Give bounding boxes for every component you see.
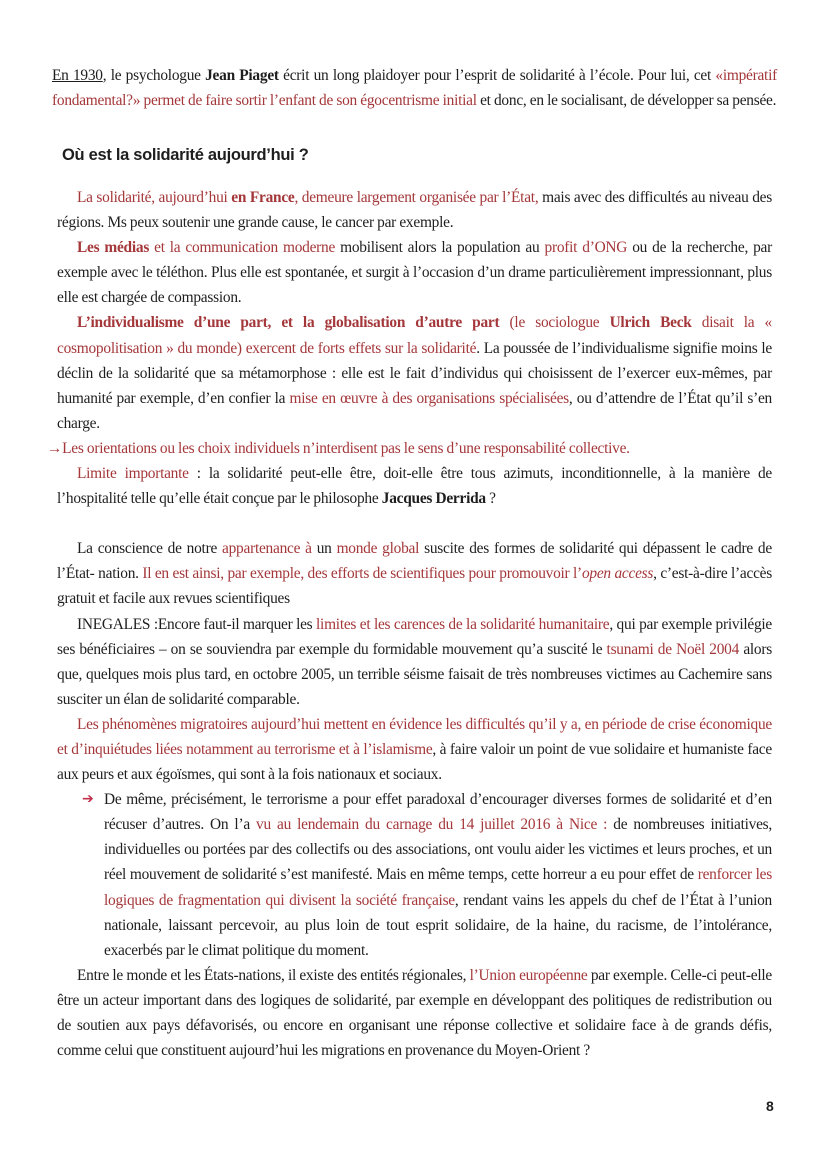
intro-paragraph <box>52 63 777 113</box>
text-run: par exemple. Celle-ci peut-elle être un acteur important dans des logiques de solidarité, par exemple en développant des politiques de redistribution ou de soutien aux pays défavorisés, ou encore en organisant une réponse collective et solidaire face à de grands défis, comme celui que constituent aujourd’hui les migrations en provenance du Moyen-Orient ? <box>57 966 772 1060</box>
text-run: . La poussée de l’individualisme signifie moins le déclin de la solidarité que sa métamorphose : elle est le fait d’individus qui choisissent de l’exercer eux-mêmes, par humanité par exemple, d’en confier la <box>57 339 772 407</box>
spacer <box>57 511 772 536</box>
highlighted-text: Les orientations ou les choix individuels n’interdisent pas le sens d’une responsabilité collective. <box>62 439 630 457</box>
highlighted-text: profit d’ONG <box>544 239 628 257</box>
highlighted-text: en France <box>231 189 295 206</box>
text-run: ou de la recherche, par exemple avec le téléthon. Plus elle est spontanée, et surgit à l’occasion d’un drame particulièrement impressionnant, plus elle est chargée de compassion. <box>57 239 772 307</box>
highlighted-text: , demeure largement organisée par l’État, <box>294 189 539 206</box>
arrow-right-icon: ➔ <box>82 791 94 808</box>
highlighted-text: (le sociologue <box>499 314 610 332</box>
highlighted-text: Limite importante <box>77 465 189 483</box>
text-run: , rendant vains les appels du chef de l’État à l’union nationale, laissant percevoir, au plus loin de tout esprit solidaire, de la haine, du racisme, de l’intolérance, exacerbés par le climat politique du moment. <box>104 891 772 959</box>
bullet-paragraph <box>57 787 772 963</box>
highlighted-text: La solidarité, aujourd’hui <box>77 189 232 206</box>
highlighted-text: Les médias <box>77 239 150 257</box>
text-run: En 1930 <box>52 67 103 85</box>
text-run: De même, précisément, le terrorisme a pour effet paradoxal d’encourager diverses formes de solidarité et d’en récuser d’autres. On l’a <box>104 791 772 834</box>
highlighted-text: → <box>47 439 63 457</box>
paragraph <box>57 536 772 611</box>
paragraph <box>57 235 772 310</box>
text-run: un <box>311 540 337 558</box>
text-run: et donc, en le socialisant, de développer sa pensée. <box>476 92 777 110</box>
highlighted-text: et la communication moderne <box>149 239 336 257</box>
text-run: , à faire valoir un point de vue solidaire et humaniste face aux peurs et aux égoïsmes, qui sont à la fois nationaux et sociaux. <box>57 740 772 784</box>
highlighted-text: vu au lendemain du carnage du 14 juillet 2016 à Nice : <box>256 816 608 834</box>
text-run: , le psychologue <box>102 67 206 85</box>
section-heading: Où est la solidarité aujourd’hui ? <box>62 146 309 164</box>
text-run: , ou d’attendre de l’État qu’il s’en charge. <box>57 389 772 432</box>
paragraph <box>57 461 772 511</box>
text-run: suscite des formes de solidarité qui dépassent le cadre de l’État- nation. <box>57 540 772 583</box>
text-run: mais avec des difficultés au niveau des régions. Ms peux soutenir une grande cause, le cancer par exemple. <box>57 189 772 232</box>
highlighted-text: l’Union européenne <box>469 966 588 984</box>
paragraph <box>57 185 772 235</box>
section-body <box>47 185 773 1063</box>
highlighted-text: Les phénomènes migratoires aujourd’hui mettent en évidence les difficultés qu’il y a, en période de crise économique et d’inquiétudes liées notamment au terrorisme et à l’islamisme <box>57 715 772 758</box>
text-run: de nombreuses initiatives, individuelles ou portées par des collectifs ou des associations, ont voulu aider les victimes et leurs proches, et un réel mouvement de solidarité s’est manifesté. Mais en même temps, cette horreur a eu pour effet de <box>104 816 773 884</box>
highlighted-text: mise en œuvre à des organisations spécialisées <box>289 389 569 407</box>
paragraph <box>57 310 772 435</box>
highlighted-text: appartenance à <box>222 540 312 558</box>
text-run: ? <box>485 490 496 508</box>
paragraph <box>57 963 772 1063</box>
text-run: : la solidarité peut-elle être, doit-elle être tous azimuts, inconditionnelle, à la manière de l’hospitalité telle qu’elle était conçue par le philosophe <box>57 465 772 508</box>
paragraph <box>47 436 772 461</box>
highlighted-text: Il en est ainsi, par exemple, des efforts de scientifiques pour promouvoir l’ <box>142 565 582 583</box>
highlighted-text: disait la « cosmopolitisation » du monde) exercent de forts effets sur la solidarité <box>57 314 773 357</box>
highlighted-text: limites et les carences de la solidarité humanitaire <box>316 615 610 633</box>
highlighted-text: monde global <box>336 540 420 558</box>
paragraph <box>57 612 772 712</box>
highlighted-text: renforcer les logiques de fragmentation qui divisent la société française <box>104 866 773 909</box>
text-run: alors que, quelques mois plus tard, en octobre 2005, un terrible séisme faisait de très nombreuses victimes au Cachemire sans susciter un élan de solidarité comparable. <box>57 640 772 708</box>
text-run: mobilisent alors la population au <box>335 239 545 257</box>
text-run: La conscience de notre <box>77 540 223 558</box>
text-run: INEGALES :Encore faut-il marquer les <box>77 615 317 633</box>
highlighted-text: «impératif fondamental?» permet de faire sortir l’enfant de son égocentrisme initial <box>52 67 777 110</box>
text-run: Entre le monde et les États-nations, il existe des entités régionales, <box>77 966 470 984</box>
bold-text: Jean Piaget <box>205 67 279 85</box>
text-run: , qui par exemple privilégie ses bénéficiaires – on se souviendra par exemple du formidable mouvement qu’a suscité le <box>57 615 773 658</box>
text-run: , c’est-à-dire l’accès gratuit et facile aux revues scientifiques <box>57 565 772 608</box>
bold-text: Jacques Derrida <box>381 490 486 508</box>
highlighted-text: L’individualisme d’une part, et la globalisation d’autre part <box>77 314 500 332</box>
highlighted-text: tsunami de Noël 2004 <box>606 640 740 658</box>
page-number: 8 <box>766 1098 774 1114</box>
text-run: écrit un long plaidoyer pour l’esprit de solidarité à l’école. Pour lui, cet <box>278 67 716 85</box>
paragraph <box>57 712 772 787</box>
highlighted-text: open access <box>581 565 654 583</box>
highlighted-text: Ulrich Beck <box>609 314 692 332</box>
